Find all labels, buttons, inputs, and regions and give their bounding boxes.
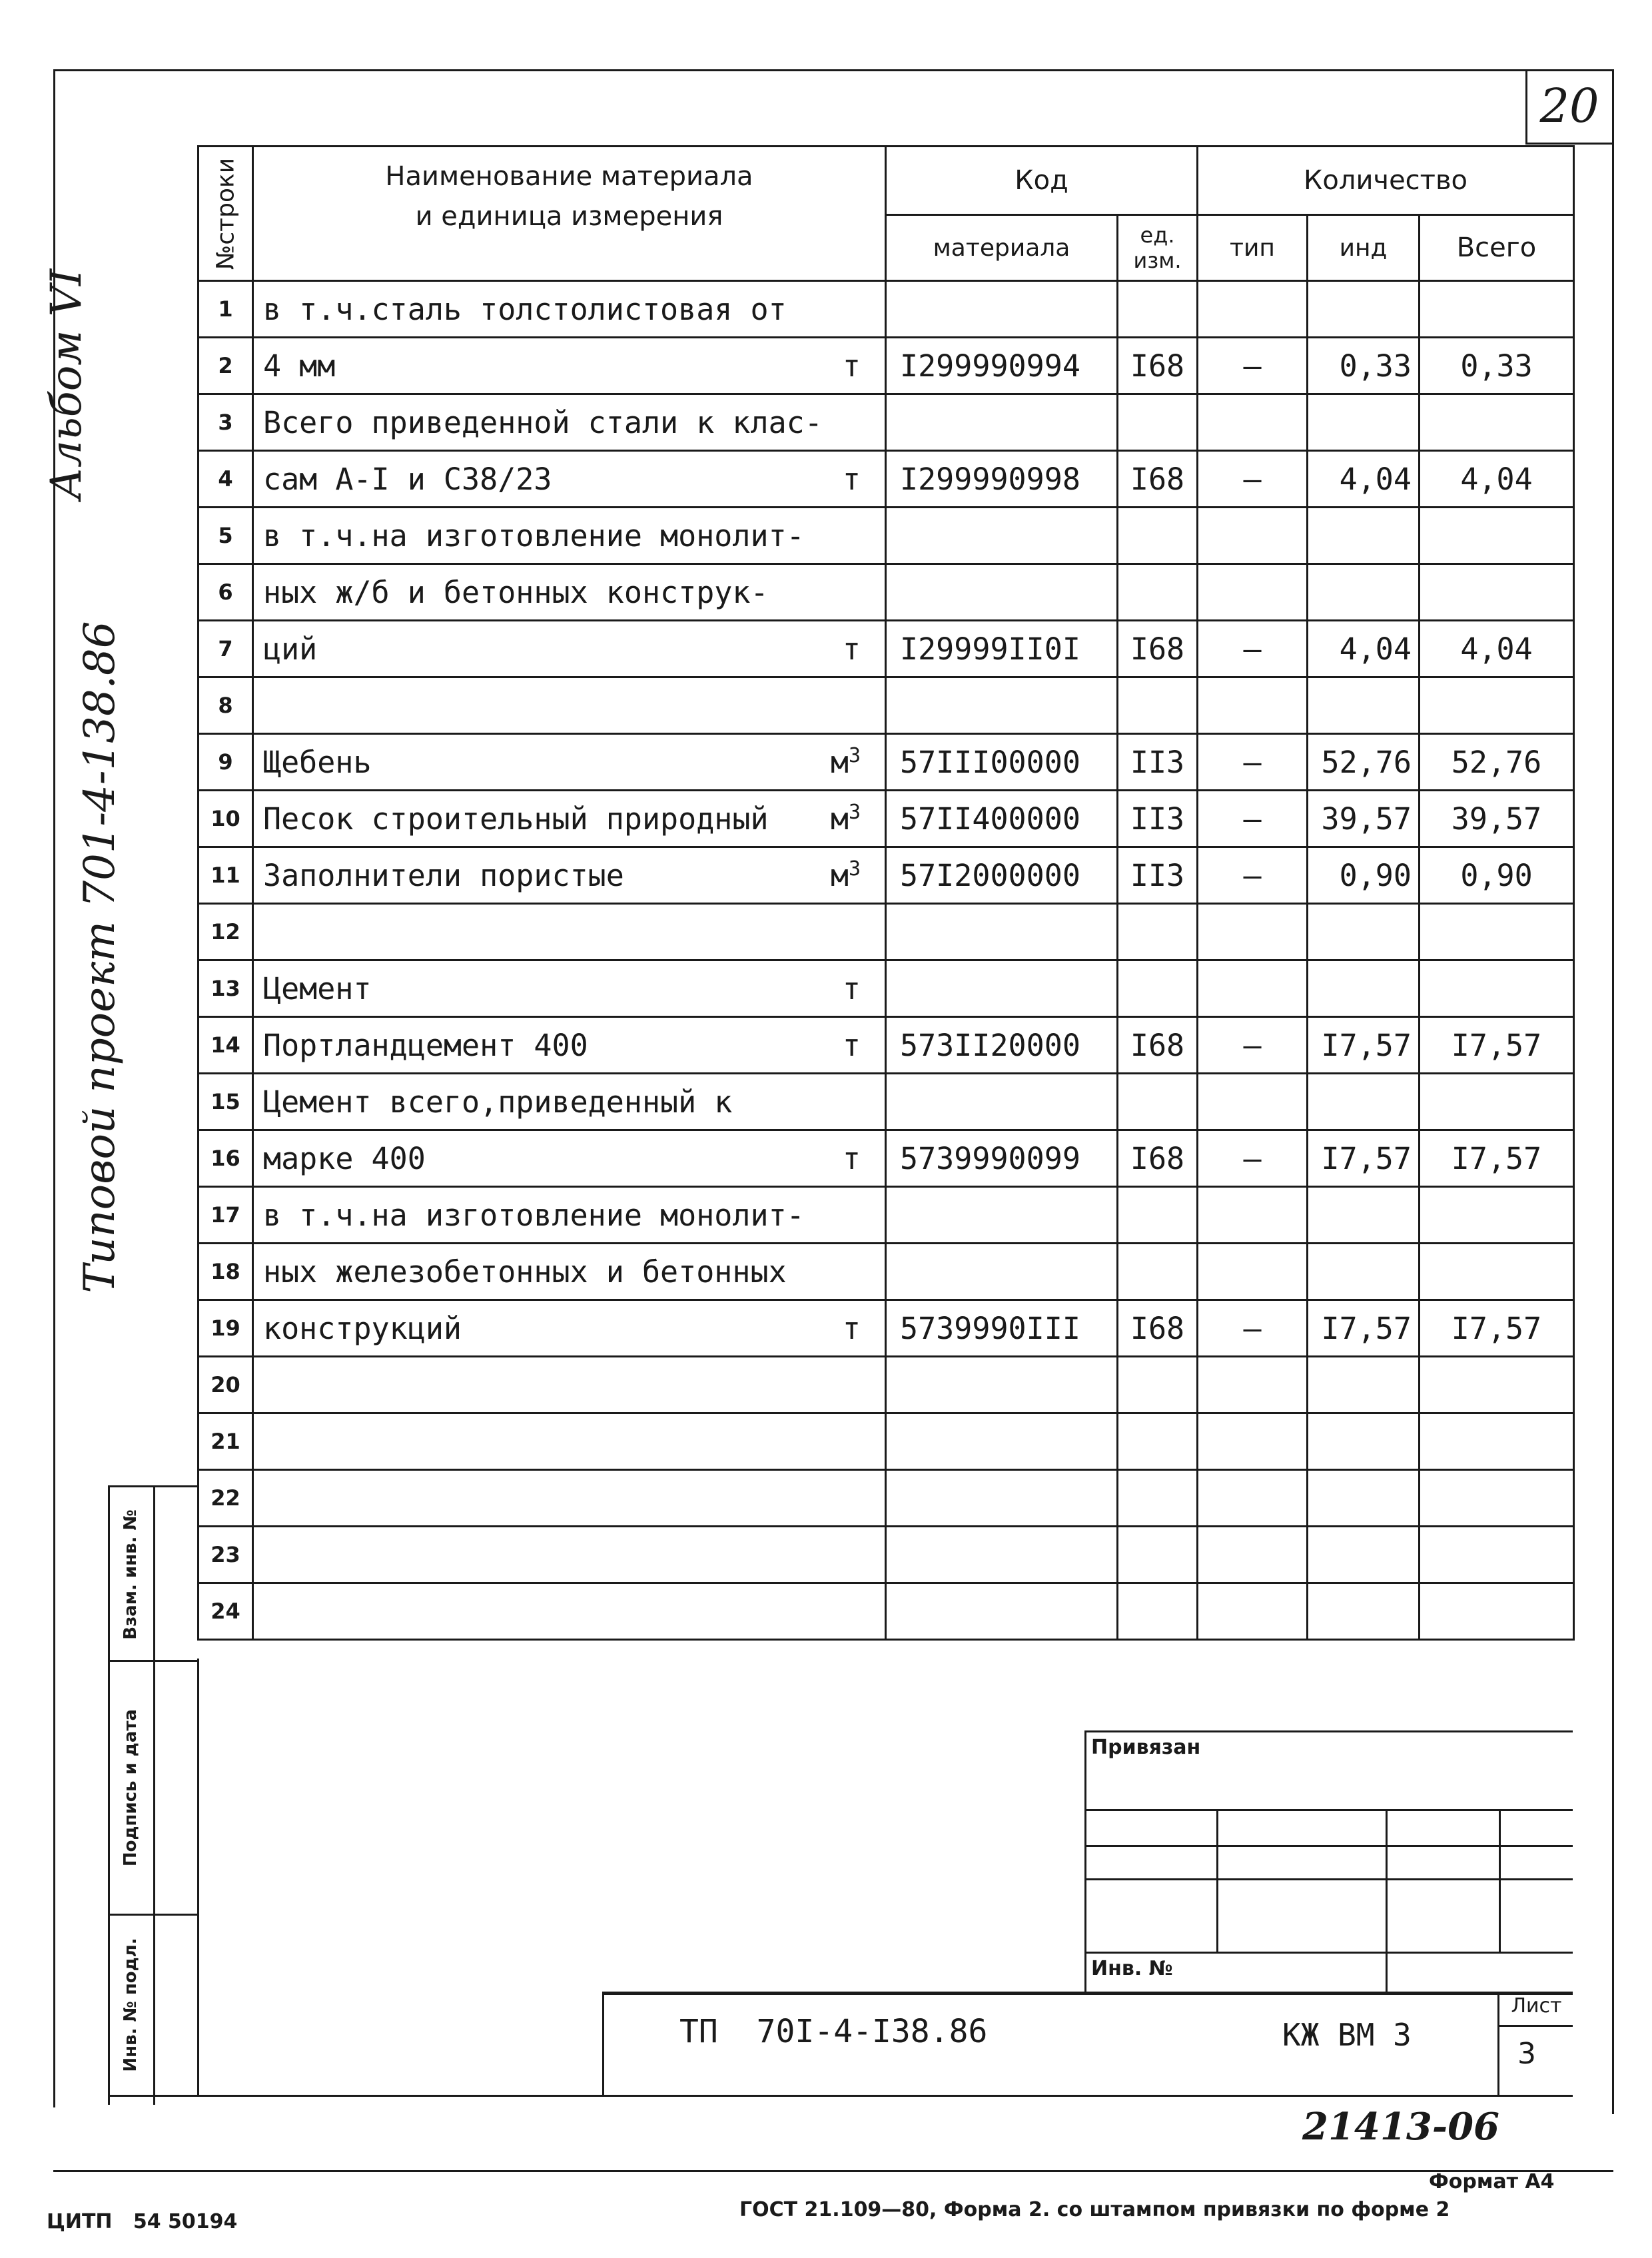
material-name-text: Песок строительный природный [263,801,769,837]
qty-type-cell [1198,1470,1308,1527]
row-number-cell: 7 [199,621,253,677]
title-block-sheet-sep [1497,2025,1573,2027]
row-number-cell: 8 [199,677,253,734]
row-number-cell: 24 [199,1583,253,1640]
material-name-text: ных ж/б и бетонных конструк- [263,574,769,610]
header-qty-type: тип [1198,215,1308,281]
stamp-area-bottom [197,2095,1573,2097]
material-name-cell [253,564,886,621]
qty-ind-cell: 4,04 [1308,451,1420,508]
table-row [199,508,1574,564]
material-code-cell: I299990994 [886,338,1118,394]
qty-total-cell: 0,33 [1420,338,1574,394]
qty-ind-cell: I7,57 [1308,1017,1420,1074]
table-row [199,1300,1574,1357]
qty-type-cell: – [1198,451,1308,508]
unit-of-measure [831,801,861,837]
qty-ind-cell [1308,394,1420,451]
table-row [199,338,1574,394]
unit-code-cell: II3 [1118,791,1198,847]
label-privyazan: Привязан [1091,1736,1201,1759]
material-code-cell [886,1470,1118,1527]
qty-ind-cell [1308,1187,1420,1244]
label-podpis-data: Подпись и дата [121,1708,141,1867]
unit-code-cell: I68 [1118,1130,1198,1187]
material-name-text: в т.ч.сталь толстолистовая от [263,291,787,327]
row-number-cell: 5 [199,508,253,564]
material-name-text: Щебень [263,744,372,780]
qty-ind-cell [1308,1244,1420,1300]
title-sheet-value: 3 [1517,2037,1536,2071]
material-name-text: Заполнители пористые [263,857,624,893]
title-block-top [602,1992,1573,1995]
binding-h4 [1084,1952,1573,1954]
title-sheet-label: Лист [1511,1994,1562,2018]
side-stamp-top [108,1485,199,1487]
qty-total-cell [1420,1470,1574,1527]
label-inv-no: Инв. № [1091,1957,1173,1980]
table-row [199,564,1574,621]
qty-total-cell [1420,677,1574,734]
material-name-text: Цемент всего,приведенный к [263,1084,733,1120]
qty-total-cell: 4,04 [1420,451,1574,508]
row-number-cell: 23 [199,1527,253,1583]
title-mark: КЖ ВМ 3 [1282,2017,1412,2053]
qty-total-cell: I7,57 [1420,1130,1574,1187]
footer-left-text: ЦИТП 54 50194 [47,2210,238,2233]
material-name-text: марке 400 [263,1140,426,1176]
header-code-material: материала [886,215,1118,281]
unit-of-measure [831,744,861,780]
qty-total-cell [1420,1074,1574,1130]
row-number-cell: 1 [199,281,253,338]
unit-text: т [842,1311,861,1346]
material-name-cell [253,1357,886,1413]
qty-type-cell: – [1198,1017,1308,1074]
material-code-cell: 57I2000000 [886,847,1118,904]
unit-text: т [842,348,861,384]
footer-gost-text: ГОСТ 21.109—80, Форма 2. со штампом привязки по форме 2 [739,2198,1450,2221]
qty-total-cell [1420,960,1574,1017]
material-code-cell [886,1583,1118,1640]
row-number-cell: 20 [199,1357,253,1413]
qty-type-cell [1198,1244,1308,1300]
qty-type-cell: – [1198,791,1308,847]
material-name-cell [253,1130,886,1187]
qty-total-cell [1420,1187,1574,1244]
unit-exponent: 3 [848,857,861,881]
row-number-cell: 15 [199,1074,253,1130]
qty-type-cell [1198,1527,1308,1583]
row-number-cell: 13 [199,960,253,1017]
table-row [199,451,1574,508]
unit-text: т [842,462,861,497]
qty-ind-cell [1308,677,1420,734]
qty-ind-cell: 39,57 [1308,791,1420,847]
qty-type-cell: – [1198,847,1308,904]
unit-code-cell [1118,1074,1198,1130]
label-vzam-inv: Взам. инв. № [121,1509,141,1640]
binding-v3 [1499,1809,1501,1952]
qty-total-cell: 4,04 [1420,621,1574,677]
unit-text: м [830,801,849,837]
qty-type-cell [1198,281,1308,338]
material-name-cell [253,281,886,338]
material-code-cell [886,508,1118,564]
material-name-cell [253,904,886,960]
sheet-number: 20 [1539,79,1599,133]
unit-exponent: 3 [848,744,861,767]
qty-total-cell [1420,281,1574,338]
row-number-cell: 12 [199,904,253,960]
material-code-cell [886,904,1118,960]
unit-of-measure [843,1140,861,1176]
unit-code-cell [1118,1357,1198,1413]
material-code-cell [886,960,1118,1017]
side-stamp-bottom [108,2095,199,2097]
stamp-area-left [197,1659,199,2097]
table-row [199,904,1574,960]
qty-type-cell [1198,508,1308,564]
header-code-group: Код [886,147,1198,215]
unit-code-cell [1118,1527,1198,1583]
unit-code-cell [1118,1413,1198,1470]
header-code-unit: ед. изм. [1118,215,1198,281]
material-name-text: ций [263,631,318,667]
row-number-cell: 17 [199,1187,253,1244]
row-number-cell: 21 [199,1413,253,1470]
qty-ind-cell: 0,90 [1308,847,1420,904]
material-code-cell [886,1187,1118,1244]
unit-code-cell: I68 [1118,1017,1198,1074]
material-code-cell [886,281,1118,338]
material-code-cell [886,1074,1118,1130]
qty-ind-cell [1308,281,1420,338]
unit-code-cell [1118,677,1198,734]
header-qty-ind: инд [1308,215,1420,281]
material-name-cell [253,960,886,1017]
qty-type-cell: – [1198,1300,1308,1357]
qty-total-cell [1420,1244,1574,1300]
unit-code-cell: I68 [1118,451,1198,508]
unit-code-cell: II3 [1118,734,1198,791]
unit-of-measure [843,1310,861,1346]
qty-ind-cell [1308,1357,1420,1413]
unit-text: т [842,971,861,1006]
qty-total-cell [1420,564,1574,621]
row-number-cell: 6 [199,564,253,621]
unit-code-cell [1118,904,1198,960]
material-code-cell [886,564,1118,621]
material-code-cell: 57III00000 [886,734,1118,791]
frame-top [53,69,1613,71]
unit-text: т [842,631,861,667]
table-row [199,281,1574,338]
side-stamp-inner-left [153,1485,155,2105]
row-number-cell: 16 [199,1130,253,1187]
table-row [199,1074,1574,1130]
qty-total-cell [1420,1357,1574,1413]
row-number-cell: 19 [199,1300,253,1357]
qty-ind-cell [1308,1527,1420,1583]
table-row [199,960,1574,1017]
table-row [199,1583,1574,1640]
qty-ind-cell [1308,1074,1420,1130]
qty-total-cell [1420,1527,1574,1583]
unit-text: т [842,1141,861,1176]
unit-code-cell [1118,564,1198,621]
header-qty-total: Всего [1420,215,1574,281]
row-number-cell: 18 [199,1244,253,1300]
qty-ind-cell: I7,57 [1308,1300,1420,1357]
material-code-cell [886,677,1118,734]
qty-ind-cell [1308,1413,1420,1470]
unit-of-measure [831,857,861,893]
qty-type-cell [1198,677,1308,734]
table-row [199,1470,1574,1527]
material-name-cell [253,1413,886,1470]
qty-type-cell: – [1198,621,1308,677]
material-code-cell [886,1244,1118,1300]
unit-of-measure [843,970,861,1006]
qty-ind-cell [1308,508,1420,564]
material-name-text: Цемент [263,970,372,1006]
qty-type-cell [1198,1357,1308,1413]
format-label: Формат А4 [1429,2170,1555,2193]
material-name-cell [253,847,886,904]
unit-code-cell: II3 [1118,847,1198,904]
sheet-number-box-left [1525,69,1527,144]
material-code-cell [886,1413,1118,1470]
material-code-cell: I29999II0I [886,621,1118,677]
table-row [199,734,1574,791]
material-name-text: 4 мм [263,348,336,384]
material-name-cell [253,621,886,677]
material-code-cell [886,1357,1118,1413]
frame-bottom [53,2170,1613,2172]
sheet-number-box-bottom [1525,143,1613,145]
material-name-cell [253,734,886,791]
row-number-cell: 3 [199,394,253,451]
material-name-cell [253,1244,886,1300]
material-code-cell [886,394,1118,451]
unit-exponent: 3 [848,801,861,824]
material-name-cell [253,451,886,508]
material-code-cell: 5739990III [886,1300,1118,1357]
material-name-cell [253,1527,886,1583]
row-number-cell: 4 [199,451,253,508]
material-name-text: в т.ч.на изготовление монолит- [263,518,805,554]
album-side-title: Альбом VI [42,268,91,500]
binding-top [1084,1730,1573,1732]
material-code-cell: I299990998 [886,451,1118,508]
table-row [199,791,1574,847]
material-name-cell [253,677,886,734]
unit-code-cell [1118,1244,1198,1300]
unit-of-measure [843,631,861,667]
unit-code-cell [1118,960,1198,1017]
qty-ind-cell: I7,57 [1308,1130,1420,1187]
title-block-left [602,1992,604,2097]
material-name-text: в т.ч.на изготовление монолит- [263,1197,805,1233]
unit-code-cell: I68 [1118,338,1198,394]
qty-ind-cell [1308,904,1420,960]
qty-type-cell [1198,1074,1308,1130]
row-number-cell: 10 [199,791,253,847]
qty-type-cell [1198,1187,1308,1244]
row-number-cell: 11 [199,847,253,904]
material-name-cell [253,1074,886,1130]
project-side-title: Типовой проект 701-4-138.86 [75,621,125,1294]
table-row [199,394,1574,451]
material-name-text: ных железобетонных и бетонных [263,1254,787,1290]
qty-type-cell [1198,904,1308,960]
material-name-cell [253,394,886,451]
material-name-text: сам А-I и С38/23 [263,461,552,497]
unit-code-cell [1118,508,1198,564]
qty-total-cell: 0,90 [1420,847,1574,904]
unit-of-measure [843,1027,861,1063]
row-number-cell: 14 [199,1017,253,1074]
material-code-cell: 573II20000 [886,1017,1118,1074]
unit-text: т [842,1028,861,1063]
qty-type-cell [1198,564,1308,621]
row-number-cell: 9 [199,734,253,791]
row-number-cell: 2 [199,338,253,394]
material-name-text: конструкций [263,1310,462,1346]
table-row [199,847,1574,904]
side-stamp-outer-left [108,1485,110,2105]
unit-code-cell: I68 [1118,621,1198,677]
table-row [199,1244,1574,1300]
title-doc-code: ТП 70I-4-I38.86 [679,2013,988,2050]
qty-ind-cell: 0,33 [1308,338,1420,394]
table-row [199,677,1574,734]
unit-code-cell: I68 [1118,1300,1198,1357]
qty-ind-cell [1308,1583,1420,1640]
qty-ind-cell: 52,76 [1308,734,1420,791]
qty-ind-cell [1308,564,1420,621]
unit-code-cell [1118,281,1198,338]
qty-type-cell [1198,960,1308,1017]
header-row-number: №строки [199,147,253,281]
qty-ind-cell: 4,04 [1308,621,1420,677]
unit-code-cell [1118,1187,1198,1244]
table-row [199,1187,1574,1244]
frame-right [1612,69,1614,2114]
material-name-cell [253,508,886,564]
qty-type-cell: – [1198,338,1308,394]
handwritten-registration-number: 21413-06 [1302,2105,1499,2149]
material-name-cell [253,1017,886,1074]
qty-type-cell [1198,1413,1308,1470]
material-code-cell: 57II400000 [886,791,1118,847]
row-number-cell: 22 [199,1470,253,1527]
unit-of-measure [843,461,861,497]
material-name-cell [253,1470,886,1527]
table-row [199,1413,1574,1470]
table-row [199,1527,1574,1583]
title-block-sheet-left [1497,1992,1499,2097]
unit-text: м [830,858,849,893]
qty-ind-cell [1308,1470,1420,1527]
qty-total-cell [1420,508,1574,564]
qty-total-cell [1420,394,1574,451]
table-row [199,621,1574,677]
qty-total-cell: 39,57 [1420,791,1574,847]
table-row [199,1017,1574,1074]
qty-type-cell [1198,394,1308,451]
label-inv-podl: Инв. № подл. [121,1938,141,2072]
side-stamp-sep-2 [108,1914,199,1916]
qty-type-cell: – [1198,1130,1308,1187]
qty-total-cell [1420,1583,1574,1640]
qty-ind-cell [1308,960,1420,1017]
table-row [199,1357,1574,1413]
qty-type-cell [1198,1583,1308,1640]
material-name-cell [253,1583,886,1640]
qty-total-cell: I7,57 [1420,1300,1574,1357]
qty-total-cell: I7,57 [1420,1017,1574,1074]
material-name-cell [253,1187,886,1244]
qty-total-cell [1420,1413,1574,1470]
qty-total-cell [1420,904,1574,960]
binding-v2 [1386,1809,1388,1992]
unit-of-measure [843,348,861,384]
material-name-text: Всего приведенной стали к клас- [263,404,823,440]
material-code-cell [886,1527,1118,1583]
unit-code-cell [1118,394,1198,451]
material-name-cell [253,791,886,847]
qty-type-cell: – [1198,734,1308,791]
qty-total-cell: 52,76 [1420,734,1574,791]
binding-v1 [1216,1809,1218,1952]
header-material-name: Наименование материала и единица измерения [253,147,886,281]
unit-code-cell [1118,1470,1198,1527]
material-code-cell: 5739990099 [886,1130,1118,1187]
header-quantity-group: Количество [1198,147,1574,215]
unit-text: м [830,745,849,780]
table-row [199,1130,1574,1187]
materials-table [197,145,1575,1641]
material-name-cell [253,1300,886,1357]
material-name-cell [253,338,886,394]
unit-code-cell [1118,1583,1198,1640]
material-name-text: Портландцемент 400 [263,1027,588,1063]
